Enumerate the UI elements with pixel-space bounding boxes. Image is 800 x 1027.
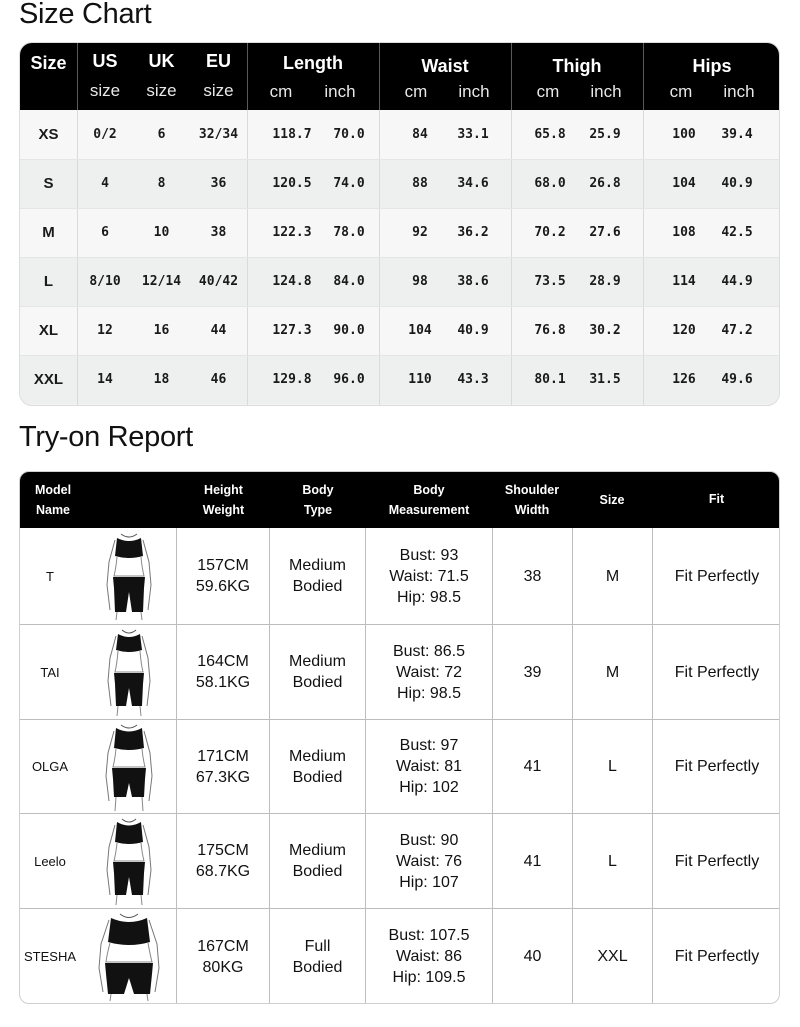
cell-height-weight (177, 909, 269, 1004)
cell-waist-cm: 84 (412, 127, 428, 142)
cell-body-type-line1: Medium (289, 842, 346, 859)
cell-waist-cm: 88 (412, 176, 428, 191)
cell-body-type (270, 909, 365, 1004)
model-figure-icon (96, 721, 162, 813)
cell-eu: 40/42 (198, 274, 239, 289)
row-divider (20, 355, 780, 356)
header-waist-inch: inch (458, 82, 490, 101)
header-shoulder-line2: Width (514, 503, 550, 517)
cell-hip: Hip: 107 (399, 873, 459, 891)
cell-body-measurement (366, 909, 492, 1004)
cell-length-inch: 84.0 (333, 274, 365, 289)
cell-body-type (270, 814, 365, 908)
cell-height-weight (177, 814, 269, 908)
cell-body-type-line2: Bodied (292, 578, 343, 595)
cell-size: S (43, 175, 54, 192)
cell-bust: Bust: 93 (399, 546, 459, 564)
header-model-name (20, 480, 86, 520)
cell-uk: 18 (153, 372, 170, 387)
model-figure-icon (96, 815, 162, 907)
column-divider (511, 110, 512, 406)
column-divider (379, 110, 380, 406)
header-divider (643, 43, 644, 110)
tryon-report-table (19, 471, 780, 1004)
cell-waist-inch: 43.3 (457, 372, 489, 387)
cell-height-weight (177, 625, 269, 719)
cell-hips-inch: 40.9 (721, 176, 753, 191)
header-us: US (92, 51, 118, 71)
cell-body-type-line1: Medium (289, 747, 346, 765)
cell-bust: Bust: 107.5 (388, 927, 470, 944)
cell-height: 164CM (197, 653, 249, 670)
row-divider (20, 159, 780, 160)
cell-uk: 6 (157, 127, 166, 142)
header-weight: Weight (202, 503, 245, 517)
cell-body-measurement (366, 528, 492, 624)
header-uk-sub: size (146, 81, 177, 100)
cell-waist: Waist: 76 (395, 852, 463, 870)
cell-length-cm: 122.3 (272, 225, 312, 240)
header-fit: Fit (708, 492, 725, 506)
cell-weight: 58.1KG (195, 674, 251, 691)
header-body-type-line1: Body (302, 483, 334, 497)
cell-hip: Hip: 109.5 (392, 969, 466, 986)
size-chart-title: Size Chart (19, 0, 152, 30)
row-divider (20, 257, 780, 258)
header-divider (511, 43, 512, 110)
cell-hips-cm: 120 (672, 323, 696, 338)
cell-length-inch: 90.0 (333, 323, 365, 338)
header-body-measurement-line1: Body (413, 483, 445, 497)
header-thigh-cm: cm (536, 82, 560, 101)
row-divider (20, 208, 780, 209)
header-divider (77, 43, 78, 110)
header-shoulder-line1: Shoulder (504, 483, 560, 497)
cell-thigh-cm: 80.1 (534, 372, 566, 387)
cell-body-measurement (366, 720, 492, 813)
cell-hips-cm: 108 (672, 225, 696, 240)
cell-size: XXL (33, 371, 64, 388)
header-eu: EU (205, 51, 231, 71)
table-row (20, 110, 780, 159)
table-row (20, 159, 780, 208)
cell-model-name: OLGA (31, 759, 69, 774)
header-height: Height (204, 483, 243, 497)
cell-thigh-cm: 70.2 (534, 225, 566, 240)
cell-size: M (605, 663, 620, 681)
cell-model-name: TAI (40, 664, 60, 680)
cell-us: 12 (97, 323, 113, 338)
cell-hips-inch: 47.2 (721, 323, 753, 338)
cell-hips-cm: 114 (672, 274, 696, 289)
cell-thigh-cm: 76.8 (534, 323, 566, 338)
cell-hips-cm: 126 (672, 372, 696, 387)
cell-shoulder-width: 38 (523, 567, 542, 585)
cell-body-type-line1: Medium (289, 557, 346, 574)
header-height-weight (177, 480, 270, 520)
cell-eu: 44 (210, 323, 227, 338)
cell-thigh-inch: 31.5 (589, 372, 621, 387)
cell-body-type-line2: Bodied (292, 863, 343, 880)
cell-us: 8/10 (89, 274, 121, 289)
cell-us: 14 (97, 372, 113, 387)
header-length-cm: cm (269, 82, 293, 101)
cell-waist-cm: 104 (408, 323, 432, 338)
cell-body-measurement (366, 814, 492, 908)
cell-hips-inch: 49.6 (721, 372, 753, 387)
cell-size: XS (38, 126, 59, 143)
cell-size: L (608, 758, 617, 775)
header-hips-inch: inch (723, 82, 755, 101)
tryon-header (20, 472, 780, 528)
cell-waist: Waist: 72 (395, 663, 463, 681)
cell-length-cm: 118.7 (272, 127, 312, 142)
header-divider (379, 43, 380, 110)
header-hips: Hips (692, 56, 732, 76)
cell-uk: 10 (153, 225, 170, 240)
column-divider (247, 110, 248, 406)
cell-waist-inch: 33.1 (457, 127, 489, 142)
header-body-measurement (366, 480, 492, 520)
cell-length-cm: 129.8 (272, 372, 312, 387)
table-row (20, 625, 780, 719)
cell-height: 157CM (197, 557, 249, 574)
cell-hip: Hip: 98.5 (396, 684, 462, 702)
cell-waist: Waist: 81 (395, 758, 463, 775)
cell-shoulder-width: 39 (523, 663, 542, 681)
header-body-measurement-line2: Measurement (388, 503, 470, 517)
cell-size: L (608, 852, 617, 870)
cell-weight: 67.3KG (195, 768, 251, 786)
cell-waist-inch: 40.9 (457, 323, 489, 338)
cell-thigh-inch: 25.9 (589, 127, 621, 142)
cell-uk: 16 (153, 323, 170, 338)
cell-body-type (270, 528, 365, 624)
cell-waist: Waist: 86 (395, 948, 463, 965)
model-figure-icon (96, 530, 162, 622)
cell-fit: Fit Perfectly (674, 948, 760, 965)
table-row (20, 720, 780, 813)
header-thigh: Thigh (552, 56, 602, 76)
cell-body-type-line1: Full (304, 937, 331, 955)
cell-fit: Fit Perfectly (674, 758, 760, 775)
header-us-sub: size (89, 81, 121, 100)
header-divider (247, 43, 248, 110)
cell-body-type-line2: Bodied (292, 768, 343, 786)
header-uk: UK (148, 51, 175, 71)
cell-waist-cm: 98 (412, 274, 428, 289)
cell-length-inch: 70.0 (333, 127, 365, 142)
cell-body-type-line1: Medium (289, 653, 346, 670)
cell-hips-inch: 42.5 (721, 225, 753, 240)
cell-body-type (270, 720, 365, 813)
cell-hip: Hip: 102 (399, 779, 459, 796)
header-hips-cm: cm (669, 82, 693, 101)
cell-shoulder-width: 41 (523, 852, 542, 870)
cell-shoulder-width: 41 (523, 758, 542, 775)
model-figure-icon (96, 626, 162, 718)
table-row (20, 208, 780, 257)
cell-bust: Bust: 90 (399, 831, 459, 849)
cell-waist-inch: 38.6 (457, 274, 489, 289)
cell-length-cm: 127.3 (272, 323, 312, 338)
cell-body-type-line2: Bodied (292, 958, 343, 976)
cell-thigh-cm: 68.0 (534, 176, 566, 191)
cell-model-name: T (46, 568, 54, 584)
cell-thigh-cm: 73.5 (534, 274, 566, 289)
table-row (20, 814, 780, 908)
cell-uk: 8 (157, 176, 166, 191)
header-thigh-inch: inch (590, 82, 622, 101)
table-row (20, 257, 780, 306)
cell-weight: 80KG (202, 958, 244, 976)
header-length-inch: inch (324, 82, 356, 101)
cell-height-weight (177, 528, 269, 624)
cell-eu: 38 (210, 225, 227, 240)
cell-hips-inch: 44.9 (721, 274, 753, 289)
cell-us: 0/2 (93, 127, 117, 142)
tryon-report-title: Try-on Report (19, 421, 193, 453)
header-eu-sub: size (203, 81, 234, 100)
cell-thigh-inch: 28.9 (589, 274, 621, 289)
cell-waist-inch: 36.2 (457, 225, 489, 240)
cell-model-name: Leelo (34, 853, 66, 869)
cell-hips-cm: 100 (672, 127, 696, 142)
cell-waist-cm: 92 (412, 225, 428, 240)
cell-uk: 12/14 (141, 274, 182, 289)
cell-thigh-cm: 65.8 (534, 127, 566, 142)
cell-length-inch: 96.0 (333, 372, 365, 387)
cell-eu: 32/34 (198, 127, 239, 142)
cell-waist-inch: 34.6 (457, 176, 489, 191)
table-row (20, 355, 780, 404)
table-row (20, 528, 780, 624)
cell-eu: 36 (210, 176, 227, 191)
cell-eu: 46 (210, 372, 227, 387)
header-body-type (270, 480, 366, 520)
header-waist-cm: cm (404, 82, 428, 101)
cell-body-measurement (366, 625, 492, 719)
cell-length-cm: 124.8 (272, 274, 312, 289)
cell-length-inch: 78.0 (333, 225, 365, 240)
cell-body-type-line2: Bodied (292, 674, 343, 691)
model-figure-icon (92, 910, 166, 1002)
cell-fit: Fit Perfectly (674, 663, 760, 681)
cell-thigh-inch: 30.2 (589, 323, 621, 338)
header-body-type-line2: Type (303, 503, 333, 517)
header-size: Size (599, 493, 625, 507)
header-length: Length (283, 53, 343, 73)
cell-size: L (43, 273, 54, 290)
size-chart-table (19, 42, 780, 406)
table-row (20, 909, 780, 1004)
cell-height: 167CM (197, 937, 249, 955)
cell-fit: Fit Perfectly (674, 852, 760, 870)
header-shoulder-width (492, 480, 572, 520)
size-chart-header (20, 43, 780, 110)
cell-length-cm: 120.5 (272, 176, 312, 191)
cell-bust: Bust: 86.5 (392, 642, 466, 660)
cell-us: 6 (101, 225, 109, 240)
cell-hip: Hip: 98.5 (396, 588, 462, 606)
header-model-line1: Model (34, 483, 72, 497)
cell-weight: 68.7KG (195, 863, 251, 880)
header-size: Size (30, 53, 67, 73)
cell-length-inch: 74.0 (333, 176, 365, 191)
cell-size: XXL (597, 948, 628, 965)
header-model-line2: Name (35, 503, 71, 517)
cell-body-type (270, 625, 365, 719)
cell-hips-cm: 104 (672, 176, 696, 191)
cell-weight: 59.6KG (195, 578, 251, 595)
cell-height: 171CM (197, 747, 249, 765)
cell-height: 175CM (197, 842, 249, 859)
cell-thigh-inch: 27.6 (589, 225, 621, 240)
cell-thigh-inch: 26.8 (589, 176, 621, 191)
column-divider (643, 110, 644, 406)
cell-hips-inch: 39.4 (721, 127, 753, 142)
cell-size: M (42, 224, 55, 241)
cell-shoulder-width: 40 (523, 948, 542, 965)
header-waist: Waist (421, 56, 469, 76)
cell-bust: Bust: 97 (399, 737, 459, 754)
cell-us: 4 (101, 176, 109, 191)
cell-size: M (605, 567, 620, 585)
cell-height-weight (177, 720, 269, 813)
cell-model-name: STESHA (23, 949, 76, 964)
row-divider (20, 306, 780, 307)
cell-waist: Waist: 71.5 (389, 567, 469, 585)
column-divider (77, 110, 78, 406)
cell-waist-cm: 110 (408, 372, 432, 387)
table-row (20, 306, 780, 355)
cell-size: XL (38, 322, 59, 339)
cell-fit: Fit Perfectly (674, 567, 760, 585)
